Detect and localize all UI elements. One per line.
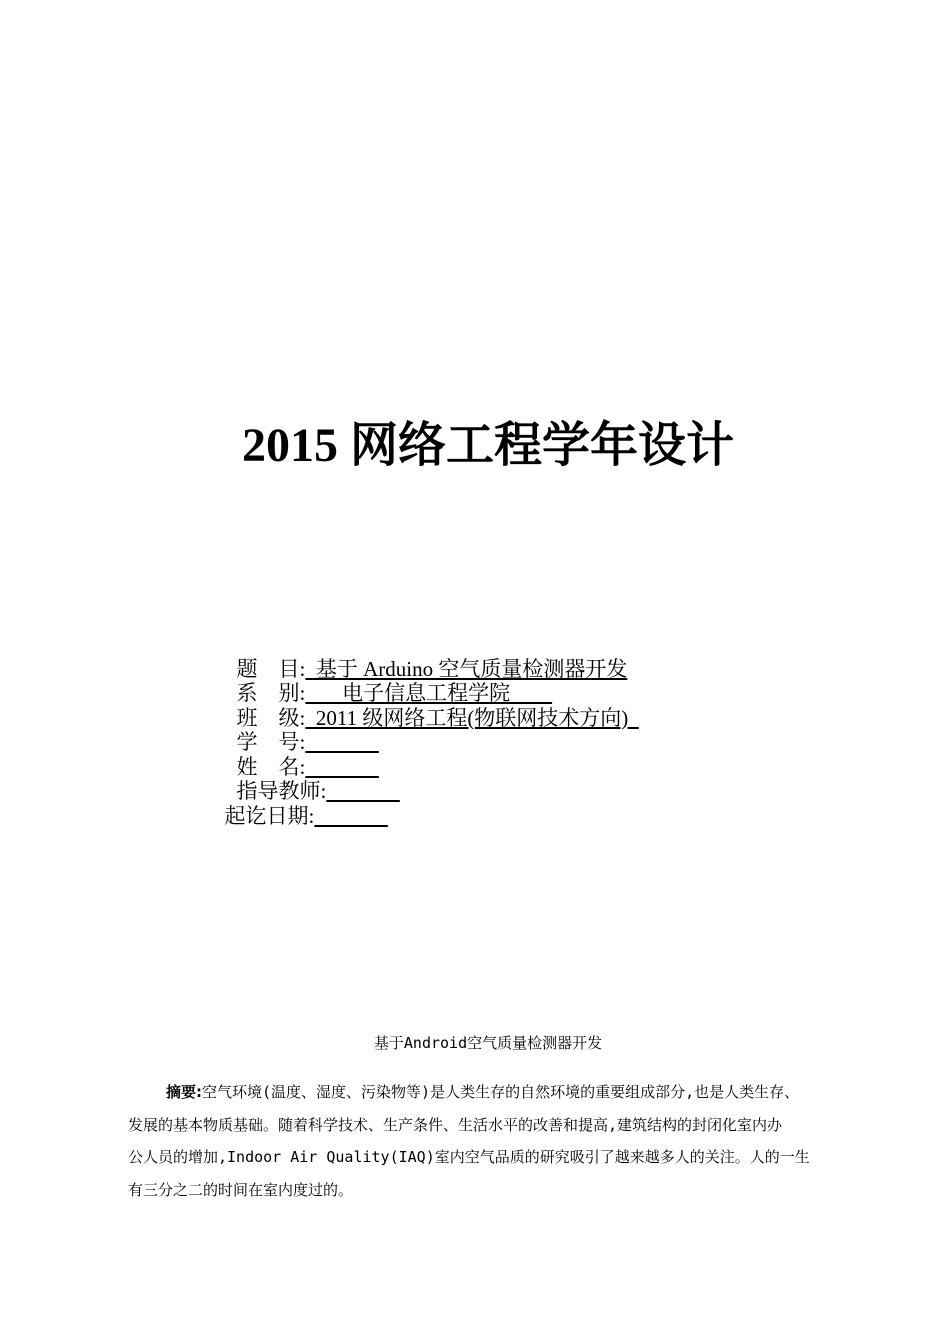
abstract-line: 发展的基本物质基础。随着科学技术、生产条件、生活水平的改善和提高,建筑结构的封闭化室内办 [128, 1115, 783, 1134]
info-value [326, 779, 400, 803]
info-value [305, 755, 379, 779]
abstract-line: 公人员的增加,Indoor Air Quality(IAQ)室内空气品质的研究吸引了越来越多人的关注。人的一生 [128, 1148, 810, 1166]
cover-info-block [193, 632, 639, 828]
info-value: 电子信息工程学院 [305, 681, 553, 705]
abstract-body [128, 1080, 860, 1210]
info-value: 2011 级网络工程(物联网技术方向) [305, 705, 639, 730]
abstract-label: 摘要: [166, 1083, 202, 1101]
info-label: 指导教师: [236, 779, 327, 803]
info-label: 题 目: [236, 656, 306, 681]
info-value: 基于 Arduino 空气质量检测器开发 [305, 656, 628, 681]
info-label: 系 别: [236, 681, 306, 705]
info-label: 起讫日期: [224, 803, 315, 828]
info-row-topic [193, 632, 639, 681]
abstract-line [128, 1080, 860, 1113]
document-title: 2015 网络工程学年设计 [241, 419, 734, 472]
info-value [314, 804, 388, 828]
info-label: 姓 名: [236, 754, 306, 779]
info-label: 学 号: [236, 730, 306, 754]
abstract-title: 基于Android空气质量检测器开发 [373, 1034, 603, 1052]
abstract-line: 有三分之二的时间在室内度过的。 [128, 1180, 354, 1199]
info-label: 班 级: [236, 705, 306, 730]
info-value [305, 730, 379, 754]
abstract-text: 空气环境(温度、湿度、污染物等)是人类生存的自然环境的重要组成部分,也是人类生存、 [202, 1083, 800, 1101]
